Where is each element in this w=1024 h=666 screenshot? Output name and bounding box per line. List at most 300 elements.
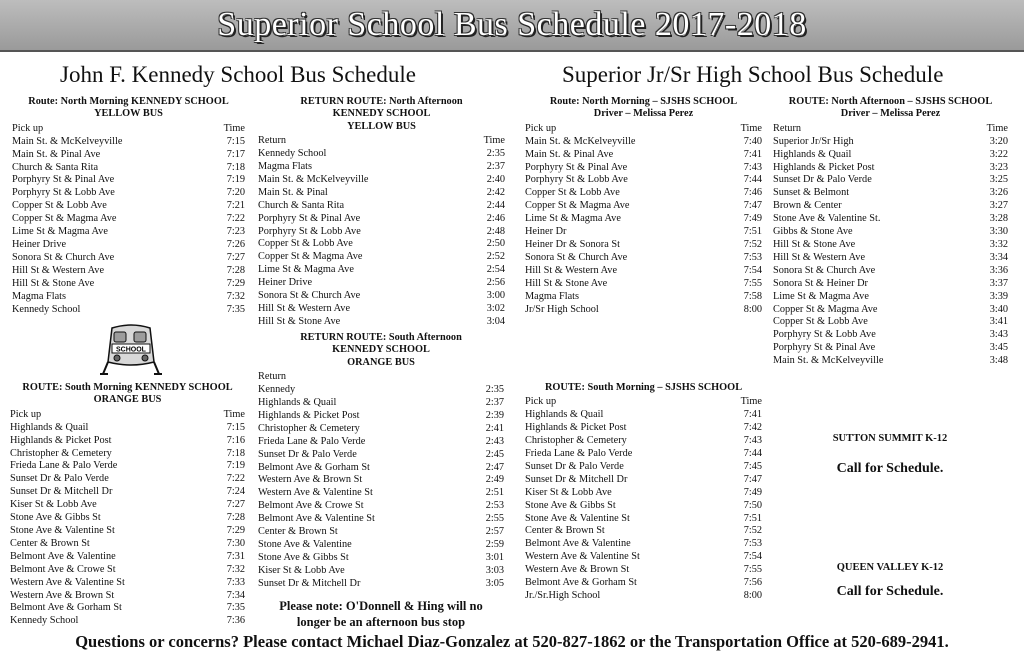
table-row xyxy=(773,265,1008,278)
table-row xyxy=(10,486,245,499)
stop-name: Superior Jr/Sr High xyxy=(773,135,854,147)
stop-time: 3:01 xyxy=(485,551,504,563)
page-title: Superior School Bus Schedule 2017-2018 xyxy=(217,6,807,43)
table-row xyxy=(12,162,245,175)
route-header: ORANGE BUS xyxy=(347,356,415,368)
stop-time: 7:54 xyxy=(743,264,762,276)
stop-name: Western Ave & Valentine St xyxy=(258,487,373,499)
table-row xyxy=(773,226,1008,239)
stop-time: 7:53 xyxy=(743,251,762,263)
stop-name: Highlands & Quail xyxy=(258,397,337,409)
stop-name: Hill St & Stone Ave xyxy=(12,277,95,289)
stop-time: 2:52 xyxy=(486,251,505,263)
stop-name: Stone Ave & Gibbs St xyxy=(525,499,616,511)
stop-name: Stone Ave & Valentine xyxy=(258,539,352,550)
stop-name: Hill St & Stone Ave xyxy=(258,315,341,327)
column-header: Time xyxy=(223,122,245,134)
table-row xyxy=(12,213,245,226)
stop-name: Heiner Dr xyxy=(525,226,567,238)
stop-name: Center & Brown St xyxy=(258,526,338,538)
sjshs-heading: Superior Jr/Sr High School Bus Schedule xyxy=(562,62,944,87)
table-row xyxy=(773,342,1008,355)
stop-name: Frieda Lane & Palo Verde xyxy=(525,448,633,460)
stop-time: 3:48 xyxy=(989,355,1008,367)
stop-name: Magma Flats xyxy=(12,290,67,302)
jfk-return-north-table xyxy=(258,96,505,329)
table-row xyxy=(258,526,504,539)
stop-name: Sunset Dr & Palo Verde xyxy=(10,473,109,485)
table-row xyxy=(525,525,762,538)
stop-time: 2:53 xyxy=(485,500,504,512)
stop-time: 2:57 xyxy=(485,526,504,538)
table-row xyxy=(258,174,505,187)
table-row xyxy=(258,578,504,591)
stop-name: Main St. & McKelveyville xyxy=(258,173,369,185)
stop-name: Sonora St & Heiner Dr xyxy=(773,277,868,289)
stop-time: 7:24 xyxy=(226,486,245,498)
route-header: ROUTE: South Morning – SJSHS SCHOOL xyxy=(544,382,743,393)
stop-time: 7:32 xyxy=(226,290,245,302)
stop-time: 7:41 xyxy=(743,409,762,421)
stop-time: 7:31 xyxy=(226,550,245,562)
jfk-heading: John F. Kennedy School Bus Schedule xyxy=(60,62,416,87)
table-row xyxy=(773,239,1008,252)
stop-time: 7:43 xyxy=(743,161,762,173)
table-row xyxy=(773,252,1008,265)
table-row xyxy=(258,290,505,303)
footer-contact: Questions or concerns? Please contact Michael Diaz-Gonzalez at 520-827-1862 or the Transportation Office at 520-689-2941. xyxy=(75,632,949,651)
column-header: Time xyxy=(740,122,762,134)
stop-name: Western Ave & Brown St xyxy=(525,564,630,576)
stop-time: 7:35 xyxy=(226,602,245,614)
table-row xyxy=(10,448,245,461)
stop-time: 7:34 xyxy=(226,589,245,601)
stop-time: 3:05 xyxy=(485,577,504,589)
stop-name: Kennedy School xyxy=(12,303,81,315)
table-row xyxy=(773,174,1008,187)
stop-name: Kennedy School xyxy=(258,148,327,160)
column-header: Time xyxy=(986,122,1008,134)
stop-time: 2:46 xyxy=(486,212,505,224)
table-row xyxy=(258,384,504,397)
stop-time: 3:03 xyxy=(485,564,504,576)
table-row xyxy=(773,187,1008,200)
stop-name: Belmont Ave & Valentine xyxy=(10,550,116,562)
stop-time: 2:37 xyxy=(485,397,504,409)
stop-time: 7:16 xyxy=(226,434,245,446)
stop-time: 2:44 xyxy=(486,199,505,211)
stop-time: 3:26 xyxy=(989,187,1008,199)
stop-name: Main St. & McKelveyville xyxy=(773,355,884,367)
stop-name: Kiser St & Lobb Ave xyxy=(525,486,612,498)
stop-name: Porphyry St & Pinal Ave xyxy=(773,342,876,354)
stop-time: 7:47 xyxy=(743,200,762,212)
table-row xyxy=(258,462,504,475)
column-headers xyxy=(258,135,505,148)
stop-time: 7:51 xyxy=(743,512,762,524)
route-header: Driver – Melissa Perez xyxy=(840,108,941,120)
table-row xyxy=(12,174,245,187)
column-headers xyxy=(773,123,1008,136)
table-row xyxy=(10,525,245,538)
route-header: ROUTE: South Morning KENNEDY SCHOOL xyxy=(22,382,233,393)
stop-time: 7:55 xyxy=(743,564,762,576)
stop-time: 2:55 xyxy=(485,513,504,525)
stop-name: Western Ave & Valentine St xyxy=(10,576,125,588)
stop-time: 7:18 xyxy=(226,447,245,459)
table-row xyxy=(10,577,245,590)
stop-name: Hill St & Western Ave xyxy=(258,303,351,314)
stop-name: Sunset Dr & Mitchell Dr xyxy=(258,577,361,589)
stop-time: 2:41 xyxy=(485,422,504,434)
route-header: RETURN ROUTE: North Afternoon xyxy=(300,96,463,107)
column-headers xyxy=(10,409,245,422)
table-row xyxy=(525,278,762,291)
stop-time: 7:54 xyxy=(743,551,762,563)
stop-name: Heiner Drive xyxy=(12,238,67,250)
table-row xyxy=(10,590,245,603)
table-row xyxy=(258,251,505,264)
table-row xyxy=(525,265,762,278)
stop-time: 7:29 xyxy=(226,277,245,289)
stop-name: Church & Santa Rita xyxy=(258,199,345,211)
table-row xyxy=(12,252,245,265)
stop-time: 7:49 xyxy=(743,486,762,498)
column-headers xyxy=(525,123,762,136)
sjshs-north-morning-table xyxy=(525,96,762,316)
table-row xyxy=(258,474,504,487)
table-row xyxy=(773,304,1008,317)
table-row xyxy=(525,461,762,474)
route-header: ROUTE: North Afternoon – SJSHS SCHOOL xyxy=(788,96,993,107)
table-row xyxy=(258,200,505,213)
stop-name: Copper St & Lobb Ave xyxy=(12,200,107,212)
table-row xyxy=(258,552,504,565)
stop-time: 7:43 xyxy=(743,435,762,447)
stop-time: 7:15 xyxy=(226,135,245,147)
table-row xyxy=(525,422,762,435)
column-headers xyxy=(525,396,762,409)
stop-name: Jr./Sr.High School xyxy=(525,590,601,601)
stop-time: 3:20 xyxy=(989,135,1008,147)
stop-name: Highlands & Quail xyxy=(773,148,852,160)
stop-name: Stone Ave & Valentine St. xyxy=(773,213,881,225)
stop-name: Belmont Ave & Valentine xyxy=(525,538,631,550)
stop-name: Copper St & Lobb Ave xyxy=(773,316,868,328)
table-row xyxy=(525,513,762,526)
table-row xyxy=(12,136,245,149)
table-row xyxy=(525,239,762,252)
stop-name: Copper St & Magma Ave xyxy=(525,200,630,212)
table-row xyxy=(525,409,762,422)
stop-name: Copper St & Magma Ave xyxy=(12,213,117,225)
stop-time: 3:00 xyxy=(486,290,505,302)
table-row xyxy=(525,564,762,577)
stop-time: 7:27 xyxy=(226,499,245,511)
stop-time: 3:39 xyxy=(989,290,1008,302)
table-row xyxy=(10,422,245,435)
stop-time: 7:52 xyxy=(743,238,762,250)
column-header: Pick up xyxy=(525,122,557,134)
table-row xyxy=(258,238,505,251)
stop-time: 3:34 xyxy=(989,251,1008,263)
stop-name: Sunset Dr & Palo Verde xyxy=(773,174,872,186)
route-header: Driver – Melissa Perez xyxy=(593,108,694,120)
stop-time: 7:33 xyxy=(226,576,245,588)
stop-time: 7:42 xyxy=(743,422,762,434)
stop-name: Lime St & Magma Ave xyxy=(258,264,354,276)
stop-time: 7:50 xyxy=(743,499,762,511)
stop-name: Lime St & Magma Ave xyxy=(525,213,621,225)
table-row xyxy=(525,252,762,265)
column-header: Return xyxy=(773,122,802,134)
table-row xyxy=(12,304,245,317)
stop-name: Kennedy xyxy=(258,384,296,396)
table-row xyxy=(773,316,1008,329)
stop-time: 7:36 xyxy=(226,615,245,627)
stop-name: Western Ave & Valentine St xyxy=(525,551,640,563)
stop-name: Stone Ave & Gibbs St xyxy=(258,551,349,563)
stop-name: Porphyry St & Pinal Ave xyxy=(12,174,115,186)
route-header: ORANGE BUS xyxy=(93,394,162,406)
sjshs-south-morning-table xyxy=(525,382,762,603)
stop-name: Frieda Lane & Palo Verde xyxy=(10,460,118,472)
table-row xyxy=(10,512,245,525)
stop-time: 7:51 xyxy=(743,226,762,238)
stop-name: Magma Flats xyxy=(258,161,313,173)
stop-name: Christopher & Cemetery xyxy=(10,447,112,459)
stop-name: Sunset & Belmont xyxy=(773,187,850,199)
queen-title: QUEEN VALLEY K-12 xyxy=(836,562,944,573)
table-row xyxy=(12,265,245,278)
stop-name: Highlands & Picket Post xyxy=(525,422,627,434)
stop-name: Kiser St & Lobb Ave xyxy=(10,499,97,511)
table-row xyxy=(525,174,762,187)
stop-time: 7:26 xyxy=(226,238,245,250)
stop-name: Belmont Ave & Gorham St xyxy=(258,461,370,473)
jfk-south-morning-table xyxy=(10,382,245,628)
stop-time: 7:44 xyxy=(743,174,762,186)
table-row xyxy=(12,200,245,213)
stop-name: Belmont Ave & Gorham St xyxy=(525,577,637,589)
stop-name: Highlands & Picket Post xyxy=(258,409,360,421)
stop-time: 7:41 xyxy=(743,148,762,160)
table-row xyxy=(258,500,504,513)
stop-time: 2:50 xyxy=(486,238,505,250)
stop-name: Heiner Dr & Sonora St xyxy=(525,238,620,250)
jfk-return-south-table xyxy=(258,332,504,591)
stop-time: 7:28 xyxy=(226,264,245,276)
stop-time: 3:37 xyxy=(989,277,1008,289)
stop-time: 3:22 xyxy=(989,148,1008,160)
table-row xyxy=(258,436,504,449)
stop-time: 7:17 xyxy=(226,148,245,160)
stop-time: 2:39 xyxy=(485,409,504,421)
stop-time: 7:53 xyxy=(743,538,762,550)
stop-time: 2:48 xyxy=(486,225,505,237)
stop-time: 7:21 xyxy=(226,200,245,212)
table-row xyxy=(525,590,762,603)
table-row xyxy=(773,291,1008,304)
stop-name: Heiner Drive xyxy=(258,277,313,289)
stop-time: 3:32 xyxy=(989,238,1008,250)
table-row xyxy=(258,487,504,500)
table-row xyxy=(258,565,504,578)
stop-name: Main St. & McKelveyville xyxy=(12,135,123,147)
stop-time: 7:47 xyxy=(743,473,762,485)
stop-time: 3:25 xyxy=(989,174,1008,186)
table-row xyxy=(773,149,1008,162)
stop-time: 2:54 xyxy=(486,264,505,276)
stop-name: Highlands & Picket Post xyxy=(10,434,112,446)
stop-time: 7:19 xyxy=(226,460,245,472)
stop-time: 7:19 xyxy=(226,174,245,186)
route-header: KENNEDY SCHOOL xyxy=(332,108,431,120)
table-row xyxy=(258,264,505,277)
stop-name: Jr/Sr High School xyxy=(525,303,599,315)
stop-time: 2:35 xyxy=(486,148,505,160)
table-row xyxy=(258,161,505,174)
column-header: Time xyxy=(223,408,245,420)
stop-time: 7:27 xyxy=(226,251,245,263)
column-header: Pick up xyxy=(12,122,44,134)
stop-time: 2:40 xyxy=(486,173,505,185)
stop-time: 2:43 xyxy=(485,435,504,447)
stop-name: Center & Brown St xyxy=(10,537,90,549)
route-header: RETURN ROUTE: South Afternoon xyxy=(300,332,462,343)
table-row xyxy=(258,423,504,436)
stop-time: 2:42 xyxy=(486,186,505,198)
stop-time: 8:00 xyxy=(743,303,762,315)
stop-name: Hill St & Western Ave xyxy=(773,251,866,263)
stop-time: 3:02 xyxy=(486,303,505,314)
table-row xyxy=(525,551,762,564)
stop-name: Brown & Center xyxy=(773,200,842,212)
stop-time: 7:45 xyxy=(743,460,762,472)
queen-call: Call for Schedule. xyxy=(836,584,944,599)
table-row xyxy=(258,410,504,423)
stop-time: 3:04 xyxy=(486,315,505,327)
column-headers xyxy=(12,123,245,136)
stop-name: Main St. & Pinal Ave xyxy=(525,148,614,160)
stop-name: Christopher & Cemetery xyxy=(525,435,627,447)
stop-name: Copper St & Magma Ave xyxy=(258,251,363,263)
table-row xyxy=(525,448,762,461)
route-header: KENNEDY SCHOOL xyxy=(332,344,430,356)
stop-time: 2:35 xyxy=(485,384,504,396)
stop-name: Main St. & Pinal Ave xyxy=(12,148,101,160)
stop-name: Lime St & Magma Ave xyxy=(12,226,108,238)
stop-time: 7:15 xyxy=(226,421,245,433)
table-row xyxy=(258,316,505,329)
stop-time: 7:46 xyxy=(743,187,762,199)
table-row xyxy=(258,213,505,226)
stop-name: Copper St & Lobb Ave xyxy=(258,238,353,250)
stop-name: Porphyry St & Pinal Ave xyxy=(258,212,361,224)
table-row xyxy=(525,538,762,551)
bus-stop-note: Please note: O'Donnell & Hing will no longer be an afternoon bus stop xyxy=(279,599,483,629)
stop-name: Hill St & Western Ave xyxy=(12,264,105,276)
stop-time: 3:45 xyxy=(989,342,1008,354)
table-row xyxy=(258,187,505,200)
table-row xyxy=(10,499,245,512)
stop-time: 3:27 xyxy=(989,200,1008,212)
stop-name: Frieda Lane & Palo Verde xyxy=(258,435,366,447)
stop-time: 2:51 xyxy=(485,487,504,499)
table-row xyxy=(12,187,245,200)
stop-name: Porphyry St & Lobb Ave xyxy=(773,329,876,341)
stop-name: Western Ave & Brown St xyxy=(10,589,115,601)
table-row xyxy=(258,539,504,552)
table-row xyxy=(525,487,762,500)
stop-name: Sonora St & Church Ave xyxy=(525,251,628,263)
table-row xyxy=(10,551,245,564)
stop-time: 2:37 xyxy=(486,161,505,173)
stop-name: Kennedy School xyxy=(10,615,79,627)
table-row xyxy=(525,213,762,226)
column-header: Return xyxy=(258,135,287,147)
stop-time: 2:47 xyxy=(485,461,504,473)
stop-name: Highlands & Picket Post xyxy=(773,161,875,173)
table-row xyxy=(258,277,505,290)
stop-time: 2:59 xyxy=(485,539,504,550)
stop-name: Kiser St & Lobb Ave xyxy=(258,564,345,576)
table-row xyxy=(10,460,245,473)
stop-name: Porphyry St & Lobb Ave xyxy=(12,187,115,199)
sjshs-north-afternoon-table xyxy=(773,96,1008,368)
stop-time: 3:36 xyxy=(989,264,1008,276)
table-row xyxy=(12,239,245,252)
column-header: Pick up xyxy=(525,396,557,408)
title-banner xyxy=(0,0,1024,52)
stop-name: Center & Brown St xyxy=(525,525,605,537)
table-row xyxy=(773,200,1008,213)
table-row xyxy=(773,136,1008,149)
table-row xyxy=(525,226,762,239)
table-row xyxy=(258,148,505,161)
stop-name: Gibbs & Stone Ave xyxy=(773,226,853,238)
stop-name: Main St. & McKelveyville xyxy=(525,135,636,147)
stop-time: 3:23 xyxy=(989,161,1008,173)
stop-time: 7:28 xyxy=(226,512,245,524)
column-headers xyxy=(258,371,504,384)
stop-name: Sunset Dr & Palo Verde xyxy=(258,448,357,460)
table-row xyxy=(12,291,245,304)
stop-time: 3:43 xyxy=(989,329,1008,341)
table-row xyxy=(525,291,762,304)
table-row xyxy=(258,226,505,239)
stop-time: 7:49 xyxy=(743,213,762,225)
stop-name: Stone Ave & Valentine St xyxy=(10,524,115,536)
jfk-north-morning-table xyxy=(12,96,245,316)
stop-time: 7:44 xyxy=(743,448,762,460)
table-row xyxy=(525,162,762,175)
stop-name: Belmont Ave & Valentine St xyxy=(258,513,375,525)
stop-name: Church & Santa Rita xyxy=(12,161,99,173)
table-row xyxy=(10,473,245,486)
column-header: Pick up xyxy=(10,408,42,420)
stop-name: Sunset Dr & Mitchell Dr xyxy=(525,473,628,485)
route-header: YELLOW BUS xyxy=(347,120,416,132)
table-row xyxy=(10,435,245,448)
stop-name: Copper St & Magma Ave xyxy=(773,303,878,315)
stop-name: Copper St & Lobb Ave xyxy=(525,187,620,199)
stop-name: Western Ave & Brown St xyxy=(258,474,363,486)
table-row xyxy=(10,602,245,615)
sutton-title: SUTTON SUMMIT K-12 xyxy=(832,433,948,444)
table-row xyxy=(773,278,1008,291)
table-row xyxy=(10,615,245,628)
